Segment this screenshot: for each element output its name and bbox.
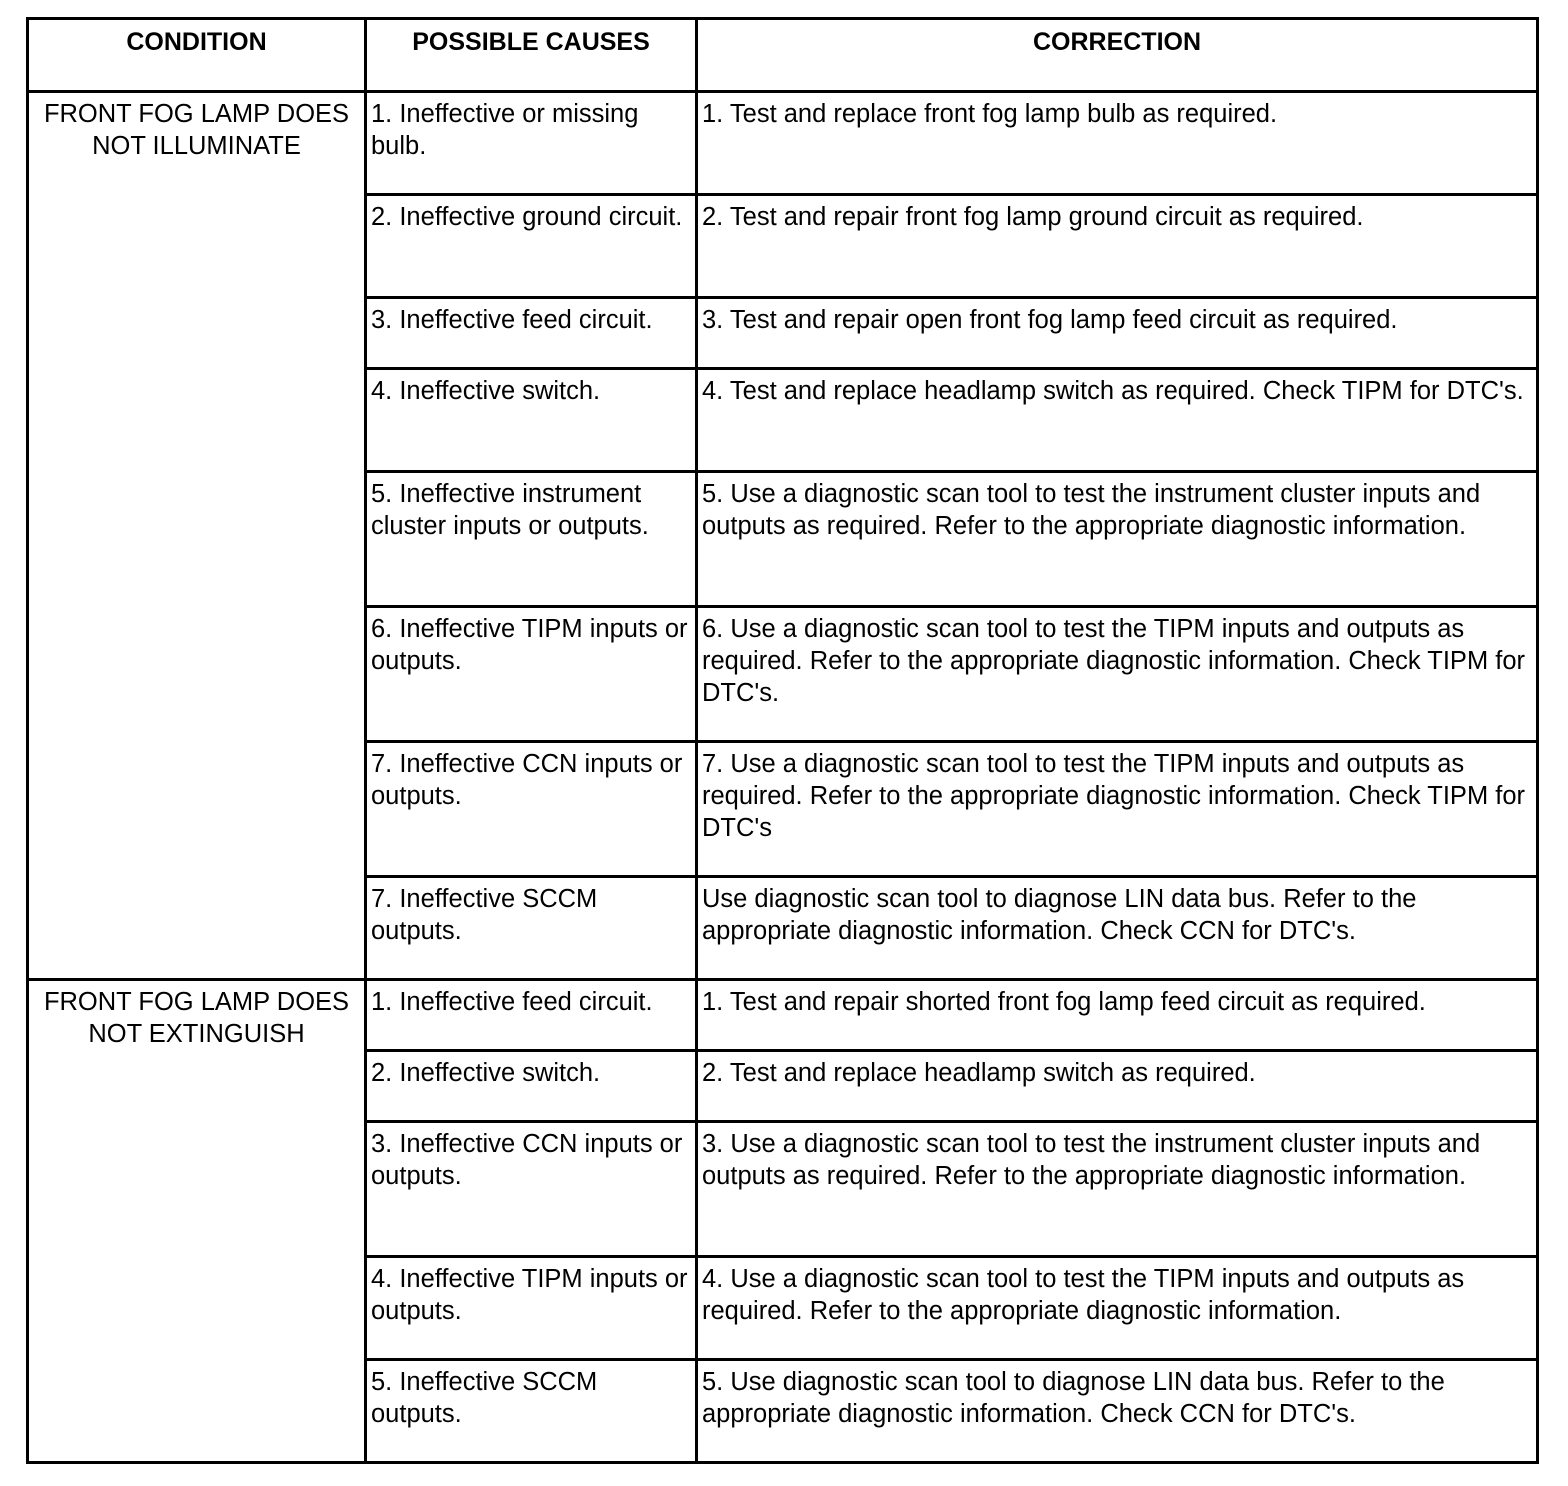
cause-cell: 7. Ineffective CCN inputs or outputs. [366, 742, 697, 877]
correction-cell: 7. Use a diagnostic scan tool to test the TIPM inputs and outputs as required. Refer to the appropriate diagnostic information. Check TIPM for DTC's [697, 742, 1538, 877]
cause-cell: 5. Ineffective SCCM outputs. [366, 1360, 697, 1463]
cause-cell: 1. Ineffective or missing bulb. [366, 92, 697, 195]
correction-cell: 1. Test and replace front fog lamp bulb as required. [697, 92, 1538, 195]
correction-cell: 2. Test and repair front fog lamp ground circuit as required. [697, 195, 1538, 298]
condition-cell: FRONT FOG LAMP DOES NOT EXTINGUISH [28, 980, 366, 1463]
correction-cell: 3. Use a diagnostic scan tool to test the instrument cluster inputs and outputs as required. Refer to the appropriate diagnostic information. [697, 1122, 1538, 1257]
cause-cell: 2. Ineffective ground circuit. [366, 195, 697, 298]
cause-cell: 6. Ineffective TIPM inputs or outputs. [366, 607, 697, 742]
correction-cell: 5. Use a diagnostic scan tool to test the instrument cluster inputs and outputs as required. Refer to the appropriate diagnostic information. [697, 472, 1538, 607]
cause-cell: 4. Ineffective switch. [366, 369, 697, 472]
cause-cell: 1. Ineffective feed circuit. [366, 980, 697, 1051]
correction-cell: 5. Use diagnostic scan tool to diagnose LIN data bus. Refer to the appropriate diagnostic information. Check CCN for DTC's. [697, 1360, 1538, 1463]
correction-cell: 4. Use a diagnostic scan tool to test the TIPM inputs and outputs as required. Refer to the appropriate diagnostic information. [697, 1257, 1538, 1360]
header-condition: CONDITION [28, 19, 366, 92]
correction-cell: 2. Test and replace headlamp switch as required. [697, 1051, 1538, 1122]
cause-cell: 3. Ineffective CCN inputs or outputs. [366, 1122, 697, 1257]
correction-cell: 3. Test and repair open front fog lamp feed circuit as required. [697, 298, 1538, 369]
header-row [28, 19, 1538, 92]
correction-cell: 4. Test and replace headlamp switch as required. Check TIPM for DTC's. [697, 369, 1538, 472]
diagnosis-table [26, 17, 1539, 1464]
cause-cell: 4. Ineffective TIPM inputs or outputs. [366, 1257, 697, 1360]
table-row [28, 92, 1538, 195]
correction-cell: Use diagnostic scan tool to diagnose LIN data bus. Refer to the appropriate diagnostic information. Check CCN for DTC's. [697, 877, 1538, 980]
correction-cell: 6. Use a diagnostic scan tool to test the TIPM inputs and outputs as required. Refer to the appropriate diagnostic information. Check TIPM for DTC's. [697, 607, 1538, 742]
cause-cell: 7. Ineffective SCCM outputs. [366, 877, 697, 980]
condition-cell: FRONT FOG LAMP DOES NOT ILLUMINATE [28, 92, 366, 980]
table-row [28, 980, 1538, 1051]
cause-cell: 2. Ineffective switch. [366, 1051, 697, 1122]
correction-cell: 1. Test and repair shorted front fog lamp feed circuit as required. [697, 980, 1538, 1051]
header-correction: CORRECTION [697, 19, 1538, 92]
cause-cell: 3. Ineffective feed circuit. [366, 298, 697, 369]
header-possible-causes: POSSIBLE CAUSES [366, 19, 697, 92]
cause-cell: 5. Ineffective instrument cluster inputs or outputs. [366, 472, 697, 607]
